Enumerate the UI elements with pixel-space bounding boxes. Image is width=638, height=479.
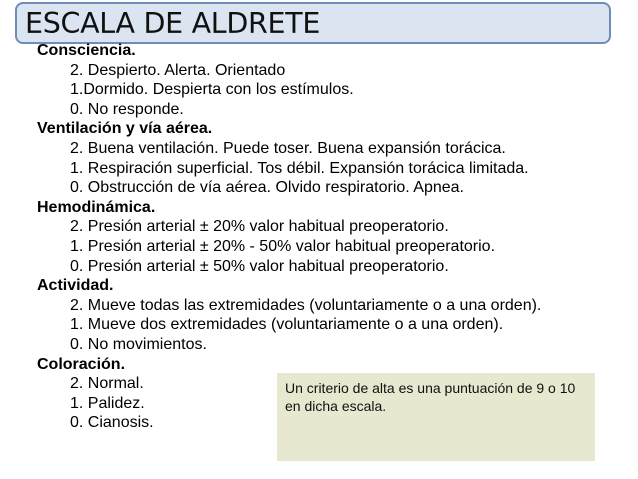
section-heading: Actividad. — [37, 277, 114, 295]
section-actividad — [37, 276, 627, 354]
list-item: 2. Buena ventilación. Puede toser. Buena expansión torácica. — [70, 139, 506, 157]
list-item: 0. Presión arterial ± 50% valor habitual preoperatorio. — [70, 257, 449, 275]
list-item: 2. Presión arterial ± 20% valor habitual preoperatorio. — [70, 218, 449, 236]
list-item: 2. Despierto. Alerta. Orientado — [70, 61, 286, 79]
list-item: 2. Normal. — [70, 375, 144, 393]
section-heading: Ventilación y vía aérea. — [37, 120, 213, 138]
list-item: 0. Obstrucción de vía aérea. Olvido respiratorio. Apnea. — [70, 179, 464, 197]
title-box — [15, 2, 611, 44]
list-item: 1.Dormido. Despierta con los estímulos. — [70, 81, 354, 99]
section-hemodinamica — [37, 198, 627, 276]
list-item: 1. Mueve dos extremidades (voluntariamente o a una orden). — [70, 316, 504, 334]
list-item: 0. No movimientos. — [70, 335, 207, 353]
slide-title: ESCALA DE ALDRETE — [25, 7, 321, 40]
list-item: 1. Respiración superficial. Tos débil. Expansión torácica limitada. — [70, 159, 529, 177]
section-heading: Coloración. — [37, 355, 126, 373]
list-item: 1. Presión arterial ± 20% - 50% valor habitual preoperatorio. — [70, 237, 496, 255]
section-consciencia — [37, 41, 627, 119]
list-item: 0. Cianosis. — [70, 414, 154, 432]
list-item: 1. Palidez. — [70, 394, 145, 412]
list-item: 0. No responde. — [70, 100, 184, 118]
list-item: 2. Mueve todas las extremidades (voluntariamente o a una orden). — [70, 296, 542, 314]
discharge-criteria-note: Un criterio de alta es una puntuación de 9 o 10 en dicha escala. — [277, 373, 595, 461]
section-heading: Hemodinámica. — [37, 198, 156, 216]
section-ventilacion — [37, 119, 627, 197]
section-heading: Consciencia. — [37, 42, 136, 59]
